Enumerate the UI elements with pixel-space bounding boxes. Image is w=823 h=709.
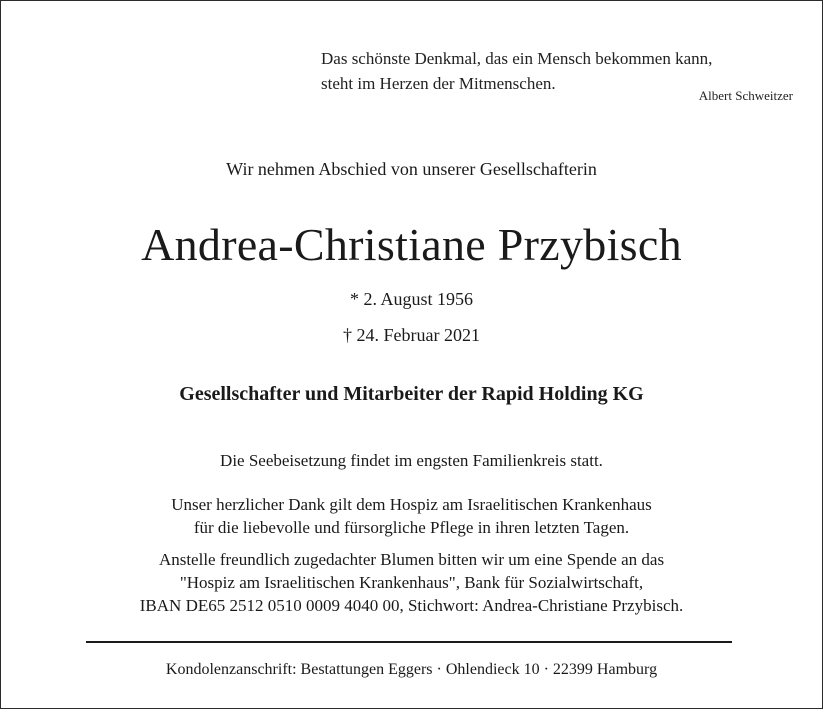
deceased-name: Andrea-Christiane Przybisch xyxy=(141,219,682,270)
condolence-address: Kondolenzanschrift: Bestattungen Eggers · Ohlendieck 10 · 22399 Hamburg xyxy=(165,661,658,678)
thanks-line-2: für die liebevolle und fürsorgliche Pflege in ihren letzten Tagen. xyxy=(193,518,630,537)
intro-text: Wir nehmen Abschied von unserer Gesellschafterin xyxy=(226,159,597,179)
thanks-paragraph xyxy=(0,493,823,539)
thanks-line-1: Unser herzlicher Dank gilt dem Hospiz am Israelitischen Krankenhaus xyxy=(171,495,652,514)
divider-rule xyxy=(86,641,732,643)
death-date: † 24. Februar 2021 xyxy=(343,325,480,345)
donation-paragraph xyxy=(0,548,823,617)
donation-line-2: "Hospiz am Israelitischen Krankenhaus", Bank für Sozialwirtschaft, xyxy=(179,573,644,592)
burial-note: Die Seebeisetzung findet im engsten Familienkreis statt. xyxy=(220,451,603,470)
donation-line-1: Anstelle freundlich zugedachter Blumen bitten wir um eine Spende an das xyxy=(158,550,665,569)
birth-date: * 2. August 1956 xyxy=(349,289,473,309)
quote-author: Albert Schweitzer xyxy=(698,88,793,103)
quote-line-2: steht im Herzen der Mitmenschen. xyxy=(321,74,556,93)
quote-line-1: Das schönste Denkmal, das ein Mensch bekommen kann, xyxy=(321,49,713,68)
donation-line-3: IBAN DE65 2512 0510 0009 4040 00, Stichwort: Andrea-Christiane Przybisch. xyxy=(139,596,684,615)
role-text: Gesellschafter und Mitarbeiter der Rapid Holding KG xyxy=(179,383,644,405)
